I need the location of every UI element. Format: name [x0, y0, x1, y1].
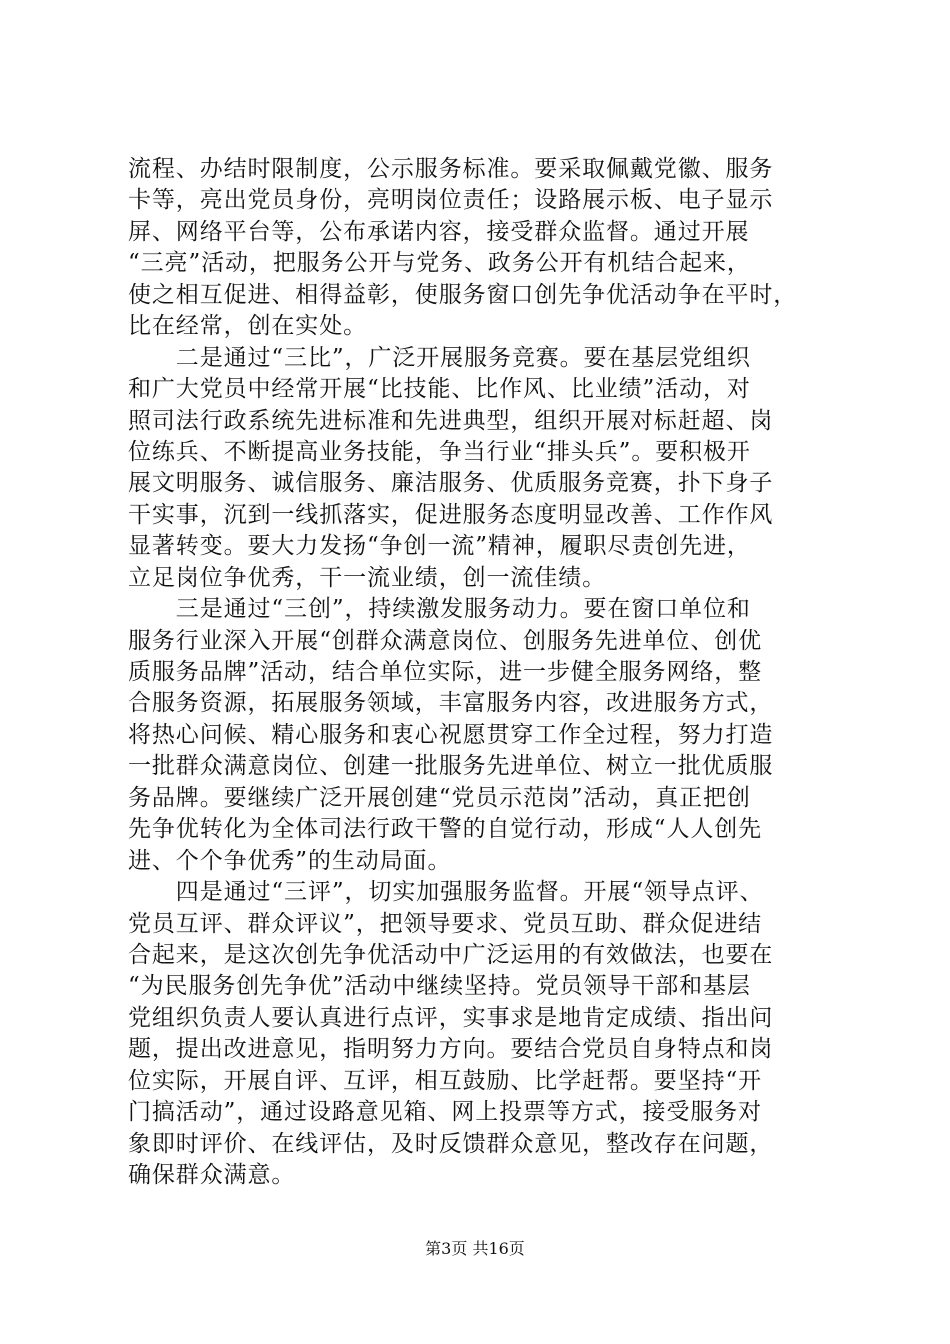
- text-line: 立足岗位争优秀，干一流业绩，创一流佳绩。: [128, 564, 606, 591]
- text-line: 三是通过“三创”，持续激发服务动力。要在窗口单位和: [128, 596, 751, 623]
- text-line: 将热心问候、精心服务和衷心祝愿贯穿工作全过程，努力打造: [128, 721, 774, 748]
- text-line: 合服务资源，拓展服务领域，丰富服务内容，改进服务方式，: [128, 690, 774, 717]
- text-line: “三亮”活动，把服务公开与党务、政务公开有机结合起来，: [128, 250, 751, 277]
- text-line: 党组织负责人要认真进行点评，实事求是地肯定成绩、指出问: [128, 1004, 774, 1031]
- text-line: 流程、办结时限制度，公示服务标准。要采取佩戴党徽、服务: [128, 156, 774, 182]
- text-line: 进、个个争优秀”的生动局面。: [128, 847, 452, 874]
- text-line: 比在经常，创在实处。: [128, 313, 367, 340]
- text-line: 显著转变。要大力发扬“争创一流”精神，履职尽责创先进，: [128, 533, 751, 560]
- text-line: 照司法行政系统先进标准和先进典型，组织开展对标赶超、岗: [128, 407, 774, 434]
- text-line: 屏、网络平台等，公布承诺内容，接受群众监督。通过开展: [128, 218, 750, 245]
- text-line: 一批群众满意岗位、创建一批服务先进单位、树立一批优质服: [128, 753, 774, 780]
- text-line: 先争优转化为全体司法行政干警的自觉行动，形成“人人创先: [128, 816, 763, 843]
- text-line: 卡等，亮出党员身份，亮明岗位责任；设路展示板、电子显示: [128, 187, 774, 214]
- text-line: 质服务品牌”活动，结合单位实际，进一步健全服务网络，整: [128, 659, 763, 685]
- text-line: 服务行业深入开展“创群众满意岗位、创服务先进单位、创优: [128, 627, 763, 654]
- text-line: 题，提出改进意见，指明努力方向。要结合党员自身特点和岗: [128, 1036, 774, 1063]
- text-line: 位实际，开展自评、互评，相互鼓励、比学赶帮。要坚持“开: [128, 1067, 763, 1094]
- text-line: 党员互评、群众评议”，把领导要求、党员互助、群众促进结: [128, 910, 763, 937]
- text-line: 干实事，沉到一线抓落实，促进服务态度明显改善、工作作风: [128, 501, 774, 528]
- text-line: 使之相互促进、相得益彰，使服务窗口创先争优活动争在平时，: [128, 281, 798, 308]
- text-line: 务品牌。要继续广泛开展创建“党员示范岗”活动，真正把创: [128, 784, 751, 811]
- page-number-footer: 第3页 共16页: [425, 1239, 525, 1258]
- document-body: [128, 154, 868, 1191]
- text-line: 二是通过“三比”，广泛开展服务竞赛。要在基层党组织: [128, 344, 751, 371]
- text-line: “为民服务创先争优”活动中继续坚持。党员领导干部和基层: [128, 973, 751, 1000]
- text-line: 展文明服务、诚信服务、廉洁服务、优质服务竞赛，扑下身子: [128, 470, 774, 497]
- text-line: 四是通过“三评”，切实加强服务监督。开展“领导点评、: [128, 879, 764, 906]
- text-line: 确保群众满意。: [128, 1162, 296, 1188]
- text-line: 位练兵、不断提高业务技能，争当行业“排头兵”。要积极开: [128, 438, 751, 465]
- text-line: 和广大党员中经常开展“比技能、比作风、比业绩”活动，对: [128, 376, 751, 403]
- text-line: 象即时评价、在线评估，及时反馈群众意见，整改存在问题，: [128, 1130, 774, 1157]
- text-line: 门搞活动”，通过设路意见箱、网上投票等方式，接受服务对: [128, 1099, 763, 1126]
- text-line: 合起来，是这次创先争优活动中广泛运用的有效做法，也要在: [128, 941, 774, 968]
